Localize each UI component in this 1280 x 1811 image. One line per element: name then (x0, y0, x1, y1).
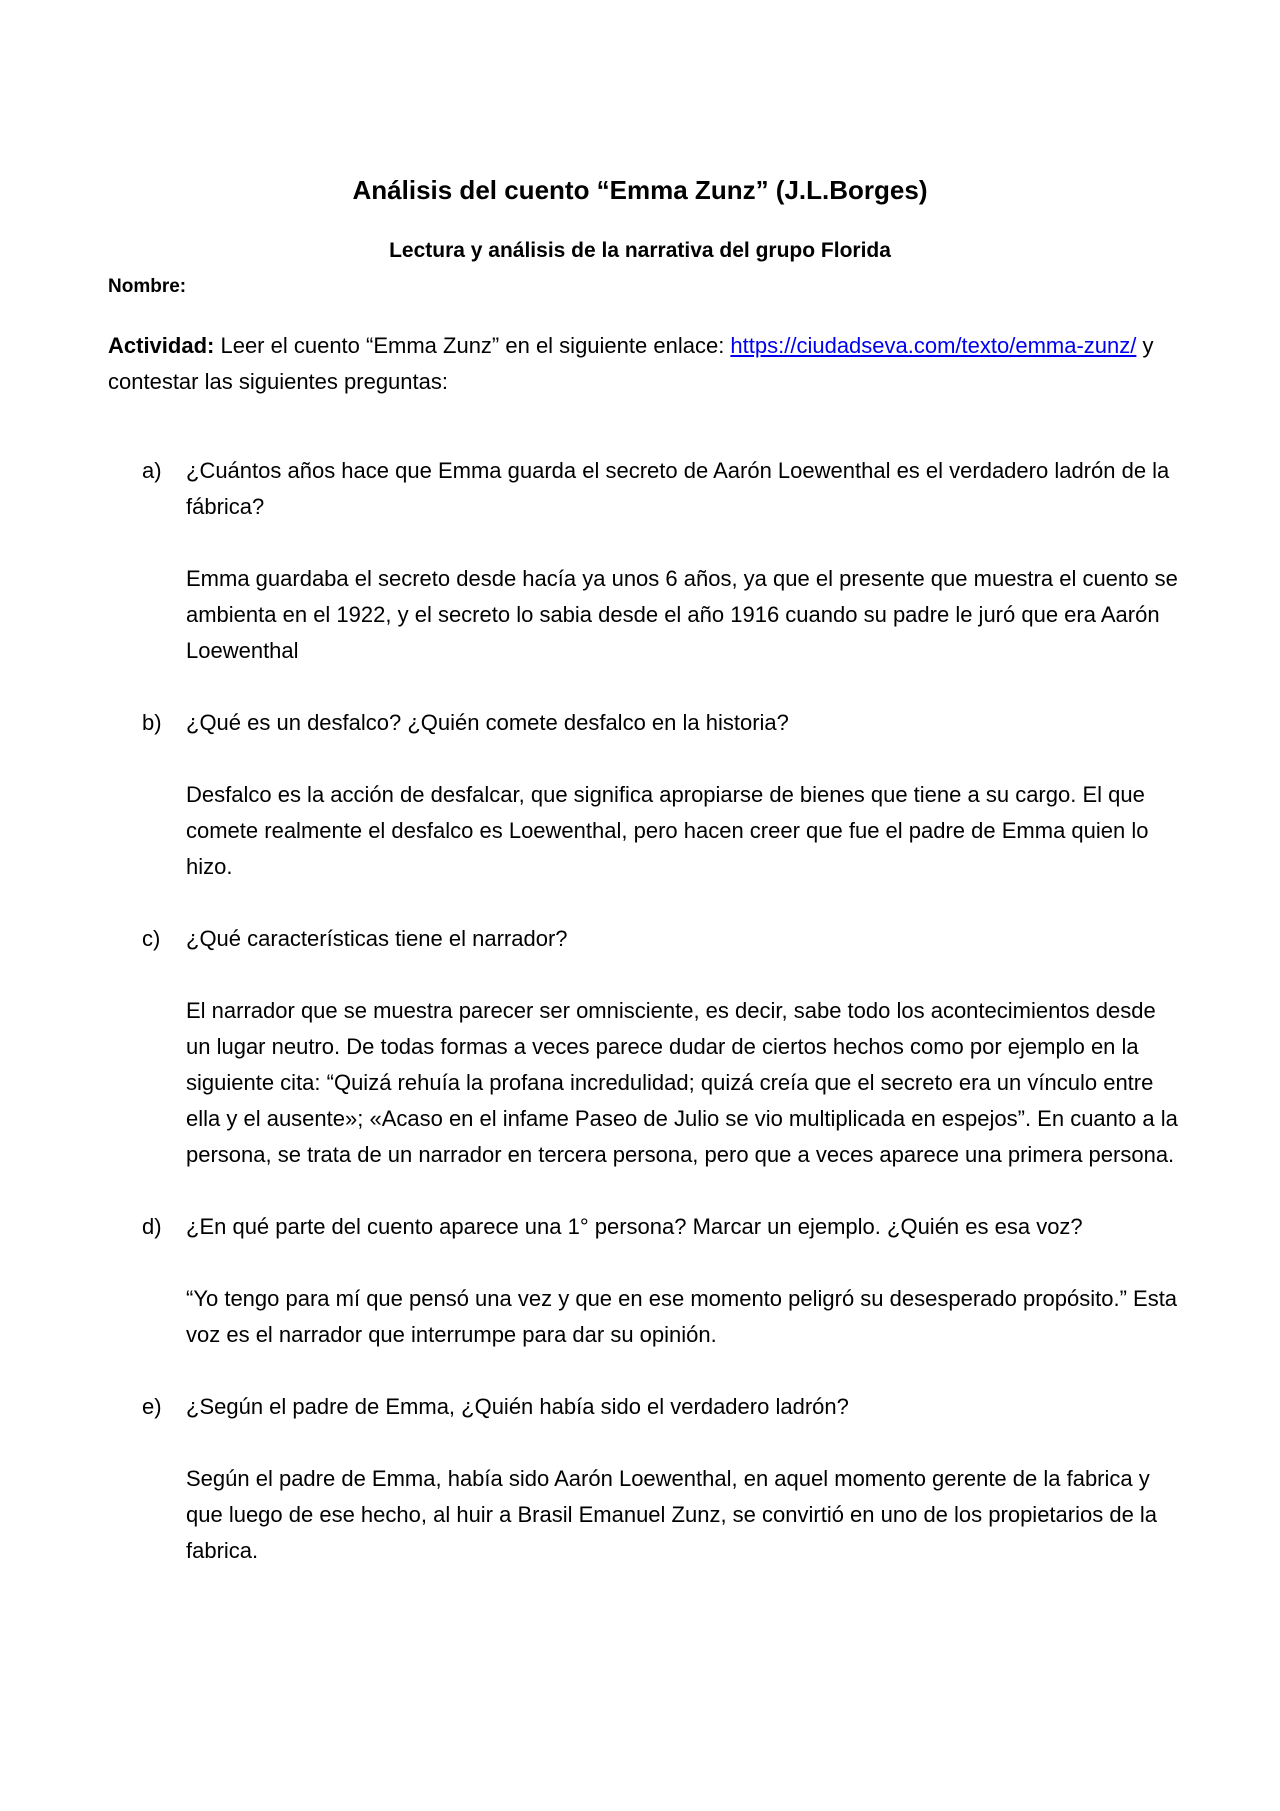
question-text: ¿En qué parte del cuento aparece una 1° persona? Marcar un ejemplo. ¿Quién es esa voz? (186, 1214, 1083, 1239)
name-label: Nombre: (108, 276, 187, 297)
question-text: ¿Cuántos años hace que Emma guarda el secreto de Aarón Loewenthal es el verdadero ladrón de la fábrica? (186, 458, 1170, 519)
question-letter: d) (142, 1214, 162, 1239)
question-text: ¿Qué es un desfalco? ¿Quién comete desfalco en la historia? (186, 710, 789, 735)
question-text: ¿Qué características tiene el narrador? (186, 926, 568, 951)
answer-text: El narrador que se muestra parecer ser omnisciente, es decir, sabe todo los acontecimientos desde un lugar neutro. De todas formas a veces parece dudar de ciertos hechos como por ejemplo en la siguiente cita: “Quizá rehuía la profana incredulidad; quizá creía que el secreto era un vínculo entre ella y el ausente»; «Acaso en el infame Paseo de Julio se vio multiplicada en espejos”. En cuanto a la persona, se trata de un narrador en tercera persona, pero que a veces aparece una primera persona. (186, 998, 1178, 1167)
activity-text-before: Leer el cuento “Emma Zunz” en el siguiente enlace: (214, 333, 731, 358)
question-item-e (142, 1389, 1182, 1569)
question-letter: b) (142, 710, 162, 735)
question-letter: a) (142, 458, 162, 483)
question-item-a (142, 453, 1182, 669)
activity-text-after: y contestar las siguientes preguntas: (108, 333, 1154, 394)
activity-paragraph (108, 328, 1188, 400)
story-link[interactable]: https://ciudadseva.com/texto/emma-zunz/ (730, 333, 1137, 358)
question-letter: c) (142, 926, 161, 951)
document-subtitle: Lectura y análisis de la narrativa del grupo Florida (389, 239, 891, 262)
question-item-b (142, 705, 1182, 885)
activity-label: Actividad: (108, 333, 215, 358)
answer-text: “Yo tengo para mí que pensó una vez y que en ese momento peligró su desesperado propósito.” Esta voz es el narrador que interrumpe para dar su opinión. (186, 1286, 1178, 1347)
question-text: ¿Según el padre de Emma, ¿Quién había sido el verdadero ladrón? (186, 1394, 849, 1419)
questions-list (142, 453, 1182, 1605)
answer-text: Según el padre de Emma, había sido Aarón Loewenthal, en aquel momento gerente de la fabrica y que luego de ese hecho, al huir a Brasil Emanuel Zunz, se convirtió en uno de los propietarios de la fabrica. (186, 1466, 1158, 1563)
question-letter: e) (142, 1394, 162, 1419)
question-item-d (142, 1209, 1182, 1353)
document-title: Análisis del cuento “Emma Zunz” (J.L.Borges) (352, 175, 928, 205)
answer-text: Emma guardaba el secreto desde hacía ya unos 6 años, ya que el presente que muestra el cuento se ambienta en el 1922, y el secreto lo sabia desde el año 1916 cuando su padre le juró que era Aarón Loewenthal (186, 566, 1178, 663)
answer-text: Desfalco es la acción de desfalcar, que significa apropiarse de bienes que tiene a su cargo. El que comete realmente el desfalco es Loewenthal, pero hacen creer que fue el padre de Emma quien lo hizo. (186, 782, 1149, 879)
question-item-c (142, 921, 1182, 1173)
